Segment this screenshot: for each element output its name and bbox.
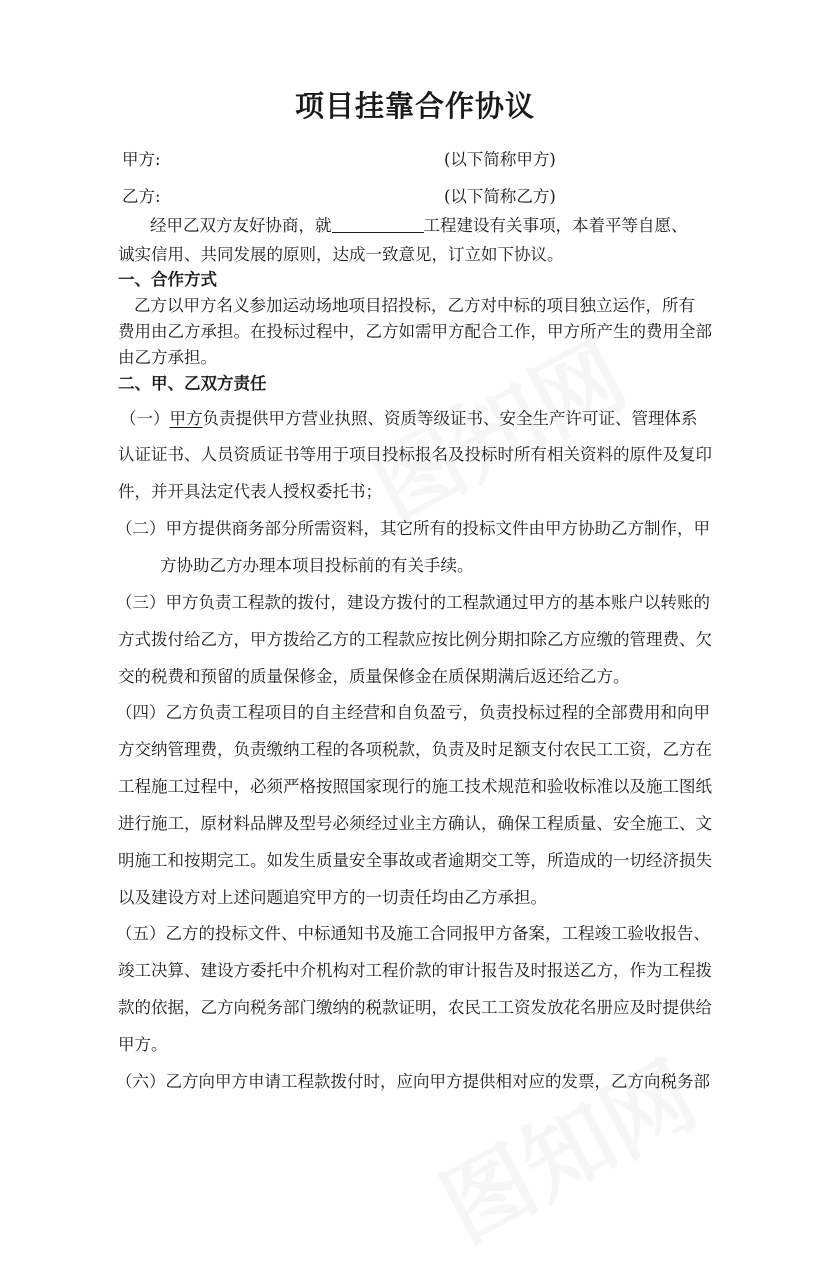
- item-1-line-1-rest: 负责提供甲方营业执照、资质等级证书、安全生产许可证、管理体系: [202, 409, 698, 428]
- item-1-line-1: [120, 407, 698, 431]
- item-6-line-1: （六）乙方向甲方申请工程款拨付时，应向甲方提供相对应的发票，乙方向税务部: [116, 1072, 710, 1091]
- item-2-line-1: （二）甲方提供商务部分所需资料，其它所有的投标文件由甲方协助乙方制作，甲: [116, 519, 710, 538]
- item-5-line-1: （五）乙方的投标文件、中标通知书及施工合同报甲方备案，工程竣工验收报告、: [116, 924, 710, 943]
- item-5-line-3: 款的依据，乙方向税务部门缴纳的税款证明，农民工工资发放花名册应及时提供给: [118, 998, 712, 1017]
- section-1-line-1: 乙方以甲方名义参加运动场地项目招投标，乙方对中标的项目独立运作，所有: [134, 296, 695, 315]
- document-title: 项目挂靠合作协议: [294, 89, 535, 123]
- intro-line-1: [150, 214, 688, 238]
- item-3-line-3: 交的税费和预留的质量保修金，质量保修金在质保期满后返还给乙方。: [118, 667, 630, 686]
- item-5-line-4: 甲方。: [118, 1035, 168, 1054]
- item-5-line-2: 竣工决算、建设方委托中介机构对工程价款的审计报告及时报送乙方，作为工程拨: [118, 961, 712, 980]
- item-3-line-2: 方式拨付给乙方，甲方拨给乙方的工程款应按比例分期扣除乙方应缴的管理费、欠: [118, 630, 712, 649]
- section-1-heading: 一、合作方式: [118, 270, 217, 289]
- party-a-note: (以下简称甲方): [444, 150, 556, 169]
- intro-line-1-after: 工程建设有关事项，本着平等自愿、: [423, 216, 688, 235]
- party-b-label: 乙方:: [122, 187, 161, 206]
- item-4-line-6: 以及建设方对上述问题追究甲方的一切责任均由乙方承担。: [118, 888, 547, 907]
- item-4-line-2: 方交纳管理费，负责缴纳工程的各项税款，负责及时足额支付农民工工资，乙方在: [118, 740, 712, 759]
- section-1-line-3: 由乙方承担。: [118, 348, 217, 367]
- item-1-line-2: 认证证书、人员资质证书等用于项目投标报名及投标时所有相关资料的原件及复印: [118, 445, 712, 464]
- item-1-prefix: （一）: [120, 409, 170, 428]
- party-a-label: 甲方:: [122, 150, 161, 169]
- item-4-line-1: （四）乙方负责工程项目的自主经营和自负盈亏，负责投标过程的全部费用和向甲: [116, 703, 710, 722]
- item-3-line-1: （三）甲方负责工程款的拨付，建设方拨付的工程款通过甲方的基本账户以转账的: [116, 593, 710, 612]
- intro-line-1-before: 经甲乙双方友好协商，就: [150, 216, 332, 235]
- section-1-line-2: 费用由乙方承担。在投标过程中，乙方如需甲方配合工作，甲方所产生的费用全部: [118, 322, 712, 341]
- item-4-line-4: 进行施工，原材料品牌及型号必须经过业主方确认，确保工程质量、安全施工、文: [118, 814, 712, 833]
- item-4-line-3: 工程施工过程中，必须严格按照国家现行的施工技术规范和验收标准以及施工图纸: [118, 777, 712, 796]
- item-1-line-3: 件，并开具法定代表人授权委托书；: [118, 482, 382, 501]
- party-b-note: (以下简称乙方): [444, 187, 556, 206]
- watermark-lower: [415, 1024, 714, 1266]
- item-2-line-2: 方协助乙方办理本项目投标前的有关手续。: [160, 556, 474, 575]
- item-1-underlined-word: 甲方: [169, 409, 203, 428]
- project-name-blank: [332, 214, 424, 233]
- section-2-heading: 二、甲、乙双方责任: [118, 374, 267, 393]
- intro-line-2: 诚实信用、共同发展的原则，达成一致意见，订立如下协议。: [118, 245, 564, 264]
- item-4-line-5: 明施工和按期完工。如发生质量安全事故或者逾期交工等，所造成的一切经济损失: [118, 851, 712, 870]
